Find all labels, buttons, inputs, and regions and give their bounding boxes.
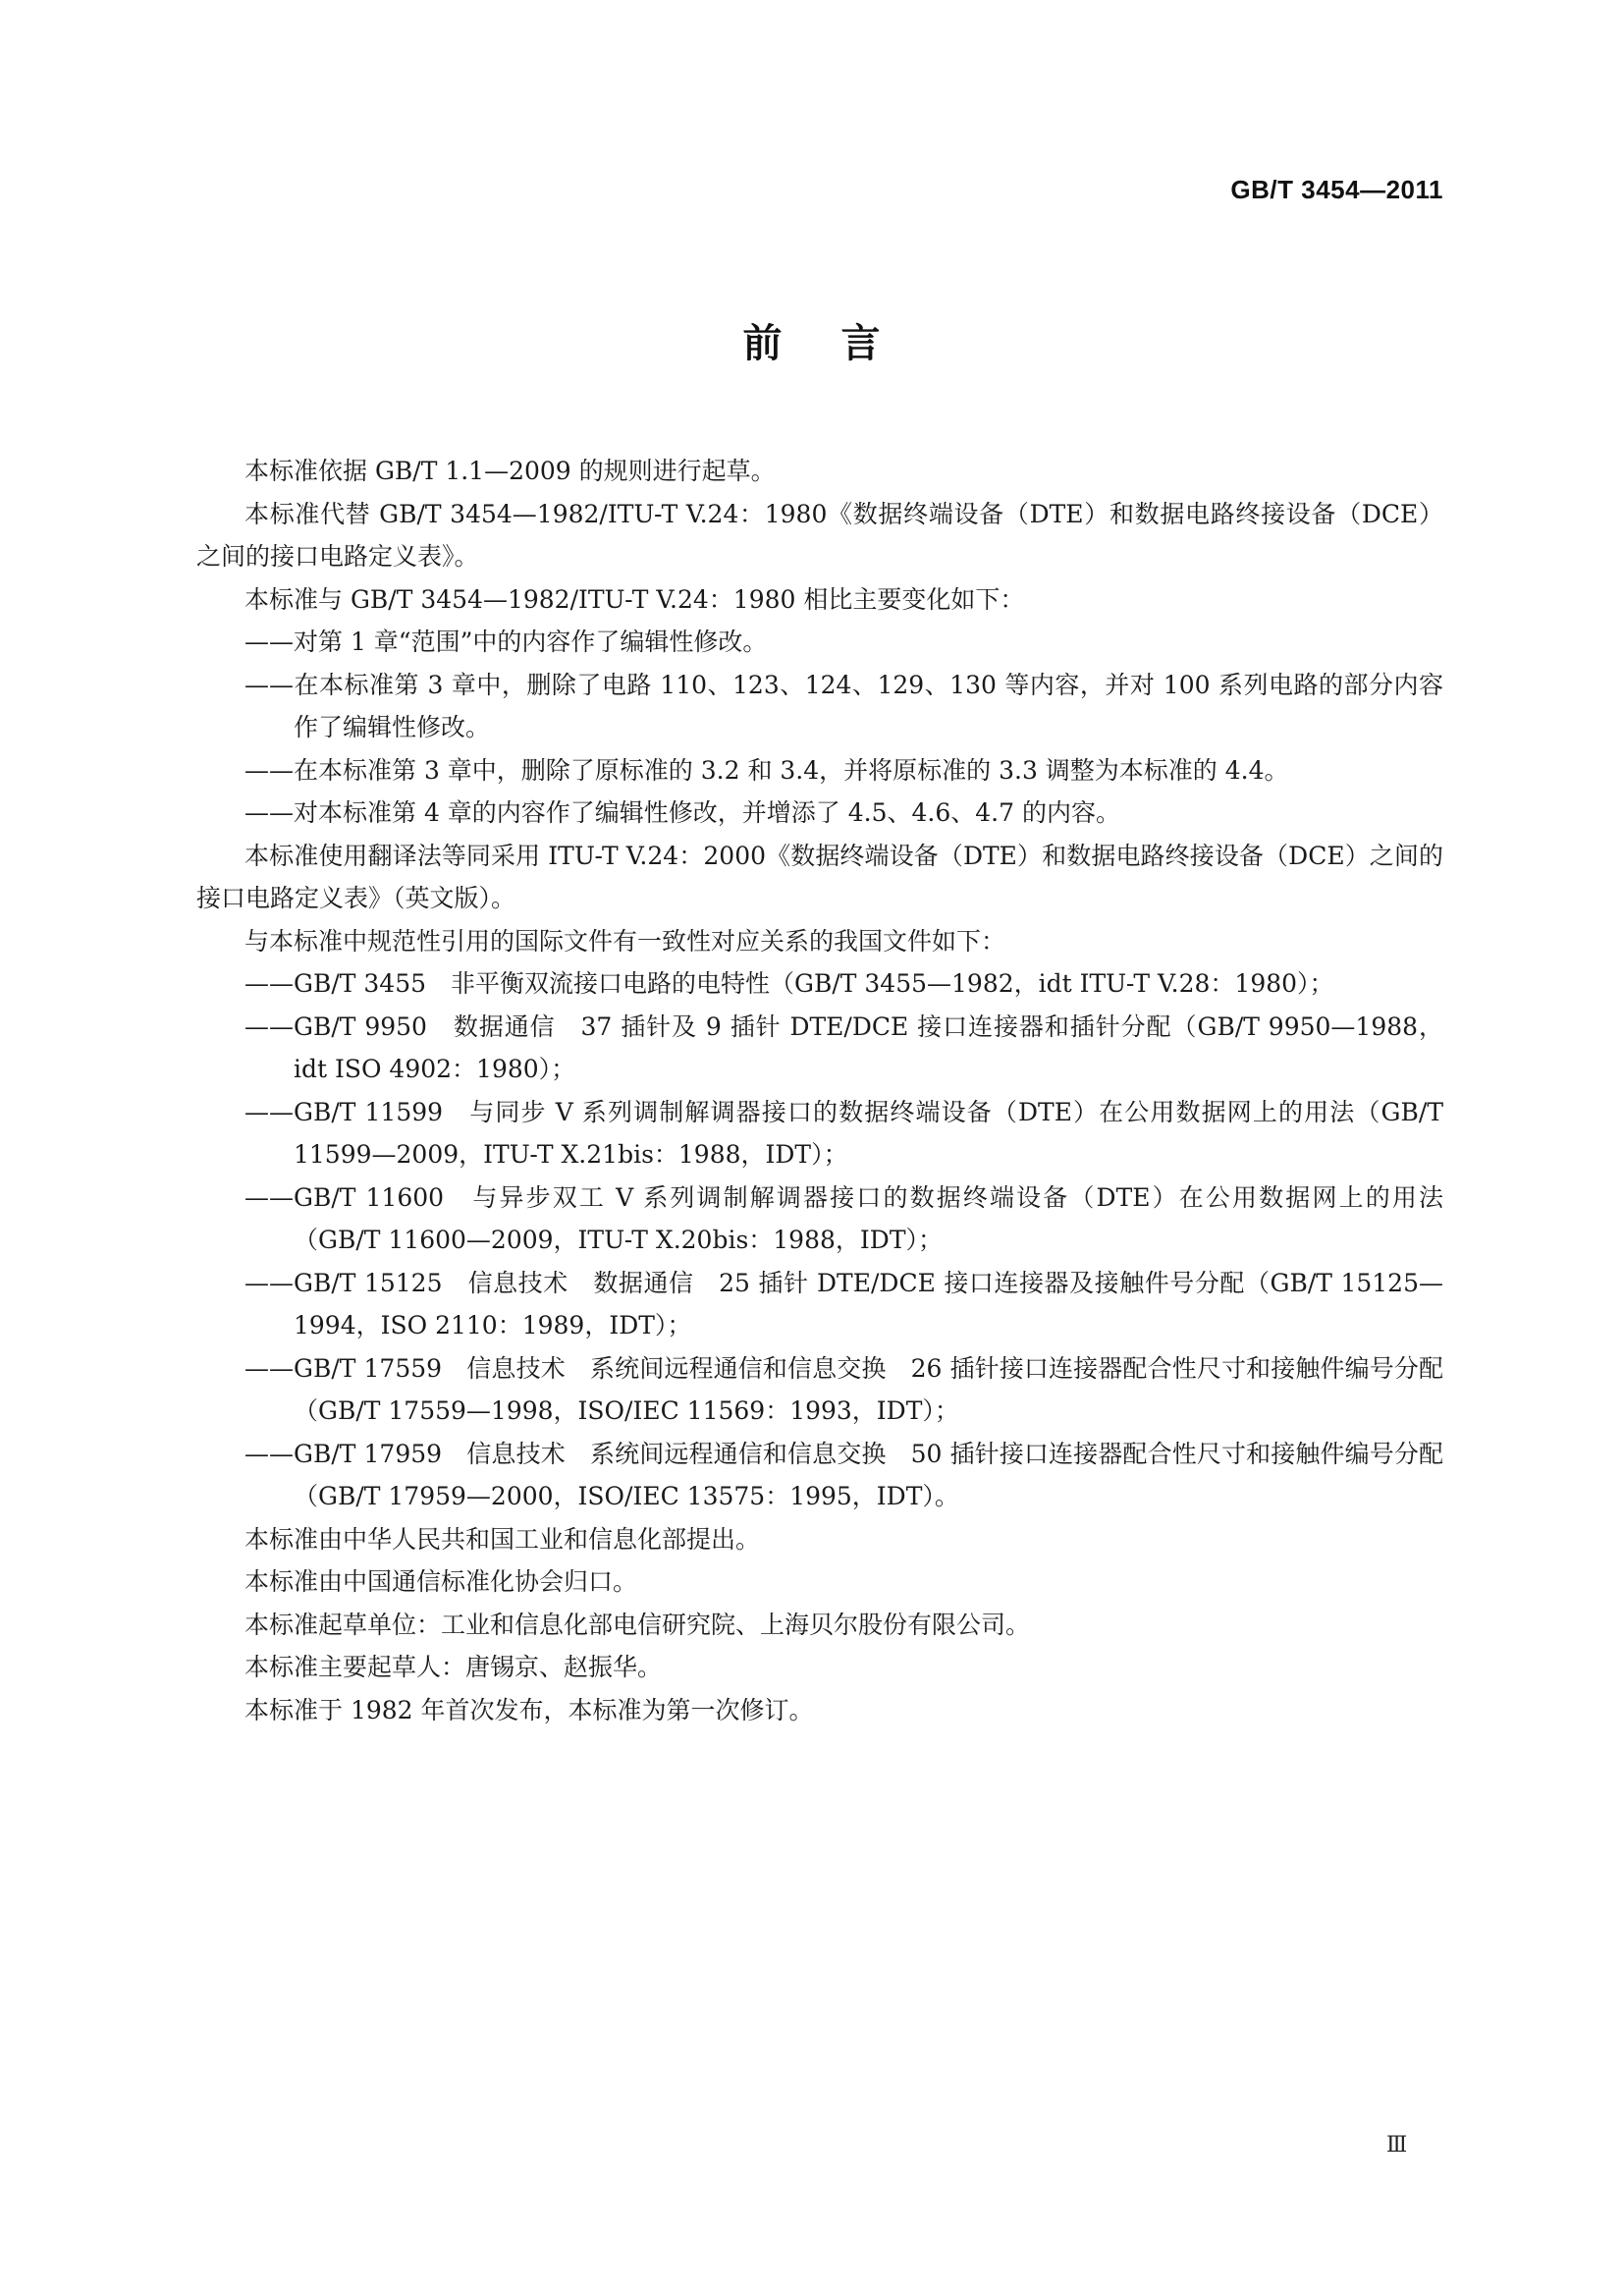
paragraph: 本标准与 GB/T 3454—1982/ITU-T V.24：1980 相比主要变化如下： bbox=[244, 584, 1025, 614]
reference-item: ——GB/T 17959 信息技术 系统间远程通信和信息交换 50 插针接口连接器配合性尺寸和接触件编号分配（GB/T 17959—2000，ISO/IEC 13575：1995，IDT）。 bbox=[244, 1439, 1443, 1510]
paragraph: 本标准主要起草人：唐锡京、赵振华。 bbox=[244, 1653, 663, 1681]
page-number: Ⅲ bbox=[1386, 2133, 1408, 2158]
reference-item: ——GB/T 15125 信息技术 数据通信 25 插针 DTE/DCE 接口连接器及接触件号分配（GB/T 15125—1994，ISO 2110：1989，IDT）； bbox=[244, 1268, 1443, 1339]
change-item: ——在本标准第 3 章中，删除了原标准的 3.2 和 3.4，并将原标准的 3.3 调整为本标准的 4.4。 bbox=[244, 755, 1289, 785]
standard-code: GB/T 3454—2011 bbox=[1230, 175, 1443, 204]
reference-item: ——GB/T 11599 与同步 V 系列调制解调器接口的数据终端设备（DTE）在公用数据网上的用法（GB/T 11599—2009，ITU-T X.21bis：1988，IDT）； bbox=[244, 1097, 1443, 1169]
change-item: ——对第 1 章“范围”中的内容作了编辑性修改。 bbox=[244, 628, 768, 656]
change-item: ——在本标准第 3 章中，删除了电路 110、123、124、129、130 等内容，并对 100 系列电路的部分内容作了编辑性修改。 bbox=[244, 670, 1443, 741]
reference-item: ——GB/T 9950 数据通信 37 插针及 9 插针 DTE/DCE 接口连接器和插针分配（GB/T 9950—1988，idt ISO 4902：1980）； bbox=[244, 1011, 1443, 1083]
reference-item: ——GB/T 11600 与异步双工 V 系列调制解调器接口的数据终端设备（DTE）在公用数据网上的用法（GB/T 11600—2009，ITU-T X.20bis：1988，IDT）； bbox=[244, 1182, 1443, 1254]
paragraph: 本标准起草单位：工业和信息化部电信研究院、上海贝尔股份有限公司。 bbox=[244, 1610, 1031, 1639]
paragraph: 与本标准中规范性引用的国际文件有一致性对应关系的我国文件如下： bbox=[244, 926, 1006, 956]
paragraph: 本标准由中国通信标准化协会归口。 bbox=[244, 1567, 638, 1596]
paragraph: 本标准于 1982 年首次发布，本标准为第一次修订。 bbox=[244, 1695, 814, 1724]
paragraph: 本标准使用翻译法等同采用 ITU-T V.24：2000《数据终端设备（DTE）和数据电路终接设备（DCE）之间的接口电路定义表》（英文版）。 bbox=[196, 841, 1443, 912]
paragraph: 本标准由中华人民共和国工业和信息化部提出。 bbox=[244, 1524, 761, 1554]
reference-item: ——GB/T 3455 非平衡双流接口电路的电特性（GB/T 3455—1982，idt ITU-T V.28：1980）； bbox=[244, 969, 1334, 998]
change-item: ——对本标准第 4 章的内容作了编辑性修改，并增添了 4.5、4.6、4.7 的内容。 bbox=[244, 798, 1120, 827]
reference-item: ——GB/T 17559 信息技术 系统间远程通信和信息交换 26 插针接口连接器配合性尺寸和接触件编号分配（GB/T 17559—1998，ISO/IEC 11569：1993，IDT）； bbox=[244, 1353, 1443, 1425]
foreword-body bbox=[196, 450, 1443, 1731]
paragraph: 本标准依据 GB/T 1.1—2009 的规则进行起草。 bbox=[244, 457, 776, 485]
page-title: 前言 bbox=[742, 321, 940, 366]
paragraph: 本标准代替 GB/T 3454—1982/ITU-T V.24：1980《数据终端设备（DTE）和数据电路终接设备（DCE）之间的接口电路定义表》。 bbox=[196, 499, 1443, 571]
